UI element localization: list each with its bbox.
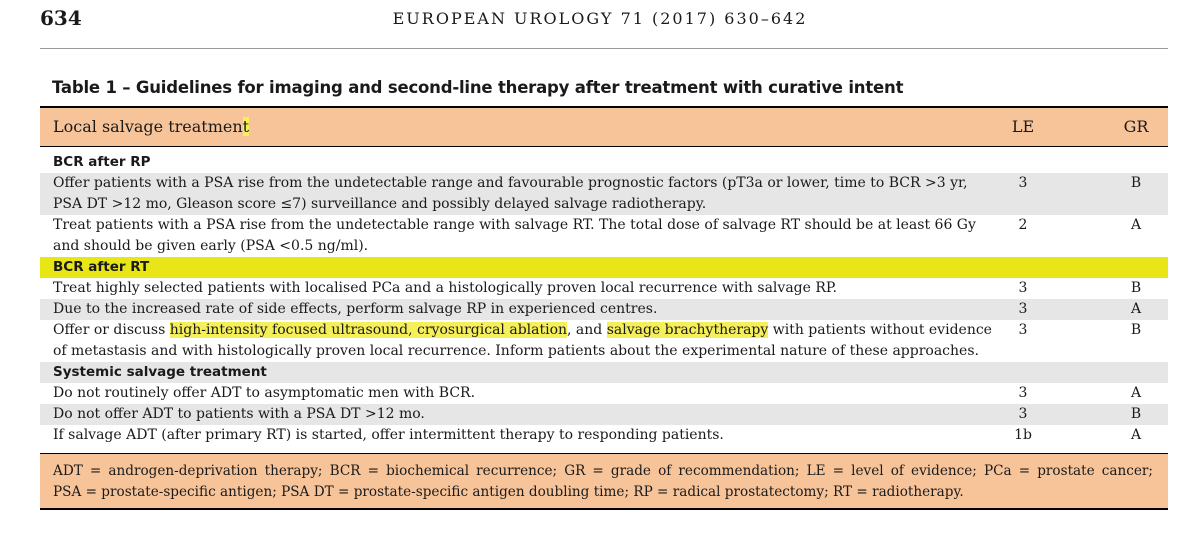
grade-of-recommendation: A (1130, 217, 1142, 233)
row-text-line: Treat patients with a PSA rise from the undetectable range with salvage RT. The total dose of salvage RT should be at least 66 Gy (53, 217, 976, 233)
level-of-evidence: 3 (1018, 175, 1028, 191)
highlighted-text: salvage brachytherapy (606, 322, 769, 338)
table-row (40, 278, 1168, 299)
column-header-gr: GR (1123, 117, 1149, 136)
table-footnote-line: ADT = androgen-deprivation therapy; BCR = biochemical recurrence; GR = grade of recommendation; LE = level of evidence; PCa = prostate cancer; (53, 463, 1153, 479)
header-divider (40, 48, 1168, 49)
level-of-evidence: 2 (1018, 217, 1028, 233)
table-row (40, 173, 1168, 215)
grade-of-recommendation: B (1130, 175, 1142, 191)
table-title: Table 1 – Guidelines for imaging and second-line therapy after treatment with curative intent (52, 78, 904, 97)
grade-of-recommendation: A (1130, 427, 1142, 443)
row-text-line: of metastasis and with histologically proven local recurrence. Inform patients about the experimental nature of these approaches. (53, 343, 979, 359)
highlighted-text: high-intensity focused ultrasound, cryosurgical ablation (169, 322, 568, 338)
row-text-line: If salvage ADT (after primary RT) is started, offer intermittent therapy to responding patients. (53, 427, 724, 443)
section-row-bcr-rp (40, 152, 1168, 173)
table-row (40, 299, 1168, 320)
row-text-line: Offer patients with a PSA rise from the undetectable range and favourable prognostic factors (pT3a or lower, time to BCR >3 yr, (53, 175, 968, 191)
level-of-evidence: 3 (1018, 406, 1028, 422)
grade-of-recommendation: A (1130, 301, 1142, 317)
level-of-evidence: 3 (1018, 280, 1028, 296)
journal-running-head: EUROPEAN UROLOGY 71 (2017) 630–642 (392, 9, 808, 28)
table-bottom-rule (40, 508, 1168, 510)
row-text-line: Do not routinely offer ADT to asymptomatic men with BCR. (53, 385, 476, 401)
section-heading: Systemic salvage treatment (53, 364, 267, 380)
row-text-line: PSA DT >12 mo, Gleason score ≤7) surveillance and possibly delayed salvage radiotherapy. (53, 196, 707, 212)
table-row (40, 404, 1168, 425)
section-row-systemic (40, 362, 1168, 383)
grade-of-recommendation: B (1130, 406, 1142, 422)
table-row (40, 425, 1168, 446)
row-text-line: Due to the increased rate of side effects, perform salvage RP in experienced centres. (53, 301, 658, 317)
grade-of-recommendation: B (1130, 280, 1142, 296)
row-text-line: and should be given early (PSA <0.5 ng/ml). (53, 238, 369, 254)
level-of-evidence: 3 (1018, 301, 1028, 317)
table-footnote-line: PSA = prostate-specific antigen; PSA DT = prostate-specific antigen doubling time; RP = radical prostatectomy; RT = radiotherapy. (53, 484, 964, 500)
table-row (40, 320, 1168, 362)
row-text-segment: , and (567, 322, 607, 338)
row-text-line: Do not offer ADT to patients with a PSA DT >12 mo. (53, 406, 425, 422)
column-header-treatment-text: Local salvage treatmen (53, 117, 243, 136)
level-of-evidence: 3 (1018, 385, 1028, 401)
table-header-rule (40, 146, 1168, 147)
page-number: 634 (40, 6, 82, 30)
section-row-bcr-rt (40, 257, 1168, 278)
column-header-le: LE (1011, 117, 1035, 136)
table-row (40, 383, 1168, 404)
row-text-line (53, 320, 992, 341)
column-header-treatment (53, 117, 249, 136)
row-text-line: Treat highly selected patients with localised PCa and a histologically proven local recurrence with salvage RP. (53, 280, 837, 296)
row-text-segment: Offer or discuss (53, 322, 170, 338)
section-heading: BCR after RT (53, 259, 150, 275)
grade-of-recommendation: A (1130, 385, 1142, 401)
highlighted-text: t (242, 117, 250, 136)
level-of-evidence: 1b (1014, 427, 1032, 443)
level-of-evidence: 3 (1018, 322, 1028, 338)
section-heading: BCR after RP (53, 154, 151, 170)
table-row (40, 215, 1168, 257)
row-text-segment: with patients without evidence (768, 322, 992, 338)
grade-of-recommendation: B (1130, 322, 1142, 338)
